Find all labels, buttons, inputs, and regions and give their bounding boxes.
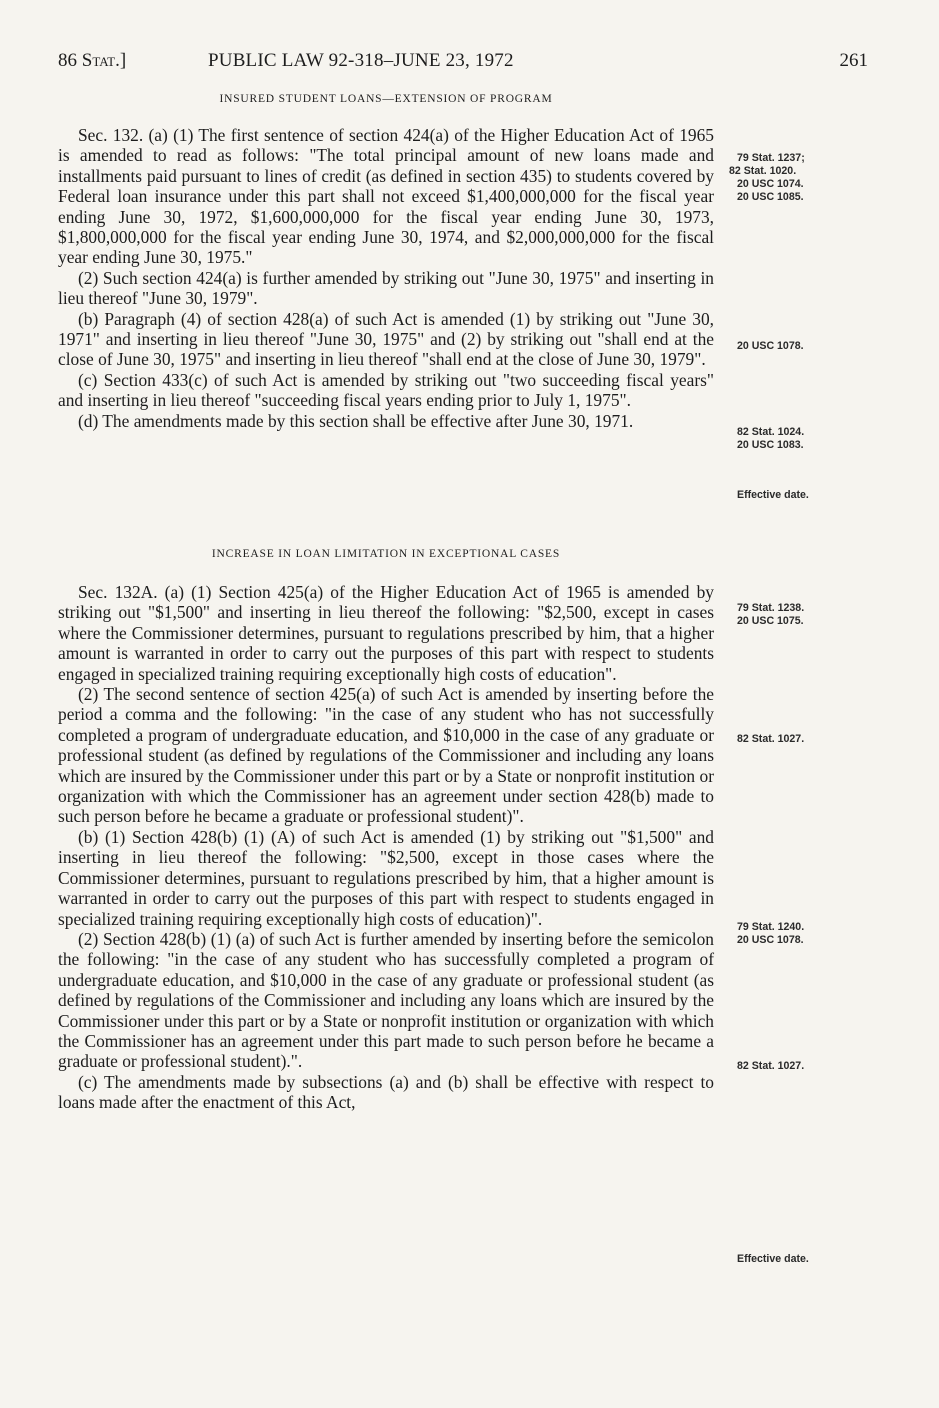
paragraph: (b) (1) Section 428(b) (1) (A) of such Act is amended (1) by striking out "$1,500" and inserting in lieu thereof the following: "$2,500, except in those cases where the Commissioner determines, pursuant to regulations prescribed by him, that a higher amount is warranted in order to carry out the purposes of this part with respect to students engaged in specialized training requiring exceptionally high costs of education)". xyxy=(58,826,714,929)
section-body xyxy=(58,125,714,431)
paragraph: (c) The amendments made by subsections (a) and (b) shall be effective with respect to loans made after the enactment of this Act, xyxy=(58,1071,714,1113)
margin-note: 82 Stat. 1024. 20 USC 1083. xyxy=(737,426,805,451)
margin-note: 79 Stat. 1238. 20 USC 1075. xyxy=(737,602,805,627)
stat-citation: 86 Stat.] xyxy=(58,50,127,71)
margin-note: 20 USC 1078. xyxy=(737,340,804,352)
running-header xyxy=(58,50,868,74)
section-body xyxy=(58,582,714,1113)
margin-note: Effective date. xyxy=(737,489,809,501)
paragraph: Sec. 132. (a) (1) The first sentence of section 424(a) of the Higher Education Act of 1965 is amended to read as follows: "The total principal amount of new loans made and installments paid pursuant to lines of credit (as defined in section 435) to students covered by Federal loan insurance under this part shall not exceed $1,400,000,000 for the fiscal year ending June 30, 1972, $1,600,000,000 for the fiscal year ending June 30, 1973, $1,800,000,000 for the fiscal year ending June 30, 1974, and $2,000,000,000 for the fiscal year ending June 30, 1975." xyxy=(58,125,714,268)
paragraph: (b) Paragraph (4) of section 428(a) of such Act is amended (1) by striking out "June 30, 1971" and inserting in lieu thereof "June 30, 1975" and (2) by striking out "shall end at the close of June 30, 1975" and inserting in lieu thereof "shall end at the close of June 30, 1979". xyxy=(58,308,714,370)
section-heading: INSURED STUDENT LOANS—EXTENSION OF PROGRAM xyxy=(219,93,553,105)
paragraph: (2) Section 428(b) (1) (a) of such Act is further amended by inserting before the semicolon the following: "in the case of any student who has successfully completed a program of undergraduate education, and $10,000 in the case of any graduate or professional student (as defined by regulations of the Commissioner and including any loans which are insured by the Commissioner under this part or by a State or nonprofit institution or organization with which the Commissioner has an agreement under this part made to such person before he became a graduate or professional student).". xyxy=(58,928,714,1072)
law-title: PUBLIC LAW 92-318–JUNE 23, 1972 xyxy=(208,50,514,71)
section-heading: INCREASE IN LOAN LIMITATION IN EXCEPTIONAL CASES xyxy=(211,548,561,560)
paragraph: (d) The amendments made by this section shall be effective after June 30, 1971. xyxy=(78,410,634,431)
paragraph: (2) Such section 424(a) is further amended by striking out "June 30, 1975" and inserting in lieu thereof "June 30, 1979". xyxy=(58,267,714,309)
paragraph: (c) Section 433(c) of such Act is amended by striking out "two succeeding fiscal years" and inserting in lieu thereof "succeeding fiscal years ending prior to July 1, 1975". xyxy=(58,369,714,411)
margin-note: 79 Stat. 1237; 82 Stat. 1020. 20 USC 1074. 20 USC 1085. xyxy=(729,152,805,203)
paragraph: (2) The second sentence of section 425(a) of such Act is amended by inserting before the period a comma and the following: "in the case of any student who has not successfully completed a program of undergraduate education, and $10,000 in the case of any graduate or professional student (as defined by regulations of the Commissioner and including any loans which are insured by the Commissioner under this part or by a State or nonprofit institution or organization with which the Commissioner has an agreement under section 428(b) made to such person before he became a graduate or professional student)". xyxy=(58,684,714,827)
margin-note: 82 Stat. 1027. xyxy=(737,733,805,745)
margin-note: 82 Stat. 1027. xyxy=(737,1060,805,1072)
paragraph: Sec. 132A. (a) (1) Section 425(a) of the Higher Education Act of 1965 is amended by striking out "$1,500" and inserting in lieu thereof the following: "$2,500, except in cases where the Commissioner determines, pursuant to regulations prescribed by him, that a higher amount is warranted in order to carry out the purposes of this part with respect to students engaged in specialized training requiring exceptionally high costs of education". xyxy=(58,582,714,684)
margin-note: 79 Stat. 1240. 20 USC 1078. xyxy=(737,921,805,946)
page-number: 261 xyxy=(839,50,868,71)
margin-note: Effective date. xyxy=(737,1253,809,1265)
